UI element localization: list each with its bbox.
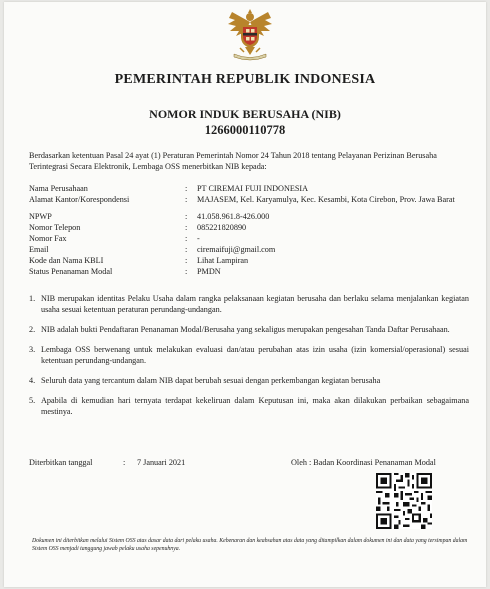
garuda-emblem-icon [226, 8, 274, 62]
list-item [29, 324, 469, 335]
field-investment-status [29, 266, 469, 277]
government-title: PEMERINTAH REPUBLIK INDONESIA [114, 72, 376, 87]
field-colon: : [185, 195, 188, 204]
field-colon: : [185, 267, 188, 276]
qr-code-icon [376, 473, 432, 529]
company-fields [29, 183, 469, 277]
intro-paragraph: Berdasarkan ketentuan Pasal 24 ayat (1) Peraturan Pemerintah Nomor 24 Tahun 2018 tentang Pelayanan Perizinan Berusaha Terintegrasi Secara Elektronik, Lembaga OSS menerbitkan NIB kepada: [29, 151, 437, 171]
field-label: Alamat Kantor/Korespondensi [29, 195, 130, 204]
note-text: Lembaga OSS berwenang untuk melakukan evaluasi dan/atau perubahan atas izin usaha (izin komersial/operasional) sesuai ketentuan perundang-undangan. [41, 345, 469, 365]
field-value: PMDN [197, 267, 221, 276]
field-label: Email [29, 245, 49, 254]
field-label: Nama Perusahaan [29, 184, 88, 193]
note-number: 5. [29, 396, 36, 405]
field-colon: : [185, 184, 188, 193]
field-value: PT CIREMAI FUJI INDONESIA [197, 184, 309, 193]
field-colon: : [185, 245, 188, 254]
field-colon: : [185, 223, 188, 232]
footer-disclaimer: Dokumen ini diterbitkan melalui Sistem OSS atas dasar data dari pelaku usaha. Kebenaran dan keabsahan atas data yang ditampilkan dalam dokumen ini dan data yang tersimpan dalam Sistem OSS menjadi tanggung jawab pelaku usaha sepenuhnya. [32, 538, 468, 552]
note-text: Seluruh data yang tercantum dalam NIB dapat berubah sesuai dengan perkembangan kegiatan berusaha [41, 376, 381, 385]
issued-date-row [29, 458, 185, 467]
field-value: ciremaifuji@gmail.com [197, 245, 276, 254]
notes-list [29, 293, 469, 426]
issuer-label: Oleh : Badan Koordinasi Penanaman Modal [291, 458, 436, 467]
field-fax [29, 233, 469, 244]
issued-colon: : [123, 458, 126, 467]
field-value: MAJASEM, Kel. Karyamulya, Kec. Kesambi, Kota Cirebon, Prov. Jawa Barat [197, 195, 455, 204]
field-value: - [197, 234, 200, 243]
note-number: 1. [29, 294, 36, 303]
field-phone [29, 222, 469, 233]
field-colon: : [185, 234, 188, 243]
list-item [29, 375, 469, 386]
field-company-name [29, 183, 469, 194]
field-email [29, 244, 469, 255]
list-item [29, 344, 469, 366]
field-label: NPWP [29, 212, 52, 221]
field-kbli [29, 255, 469, 266]
field-label: Nomor Fax [29, 234, 67, 243]
field-colon: : [185, 256, 188, 265]
document-title: NOMOR INDUK BERUSAHA (NIB) [149, 107, 341, 121]
document-page [4, 2, 486, 587]
field-npwp [29, 211, 469, 222]
field-label: Status Penanaman Modal [29, 267, 113, 276]
issued-label: Diterbitkan tanggal [29, 458, 93, 467]
note-number: 4. [29, 376, 36, 385]
note-number: 3. [29, 345, 36, 354]
note-text: NIB merupakan identitas Pelaku Usaha dalam rangka pelaksanaan kegiatan berusaha dan berlaku selama menjalankan kegiatan usaha sesuai ketentuan peraturan perundang-undangan. [41, 294, 469, 314]
list-item [29, 395, 469, 417]
list-item [29, 293, 469, 315]
field-value: 41.058.961.8-426.000 [197, 212, 270, 221]
issued-date: 7 Januari 2021 [137, 458, 186, 467]
field-value: Lihat Lampiran [197, 256, 249, 265]
field-office-address [29, 194, 469, 205]
note-number: 2. [29, 325, 36, 334]
note-text: NIB adalah bukti Pendaftaran Penanaman Modal/Berusaha yang sekaligus merupakan pengesahan Tanda Daftar Perusahaan. [41, 325, 450, 334]
nib-number: 1266000110778 [204, 123, 286, 137]
field-colon: : [185, 212, 188, 221]
note-text: Apabila di kemudian hari ternyata terdapat kekeliruan dalam Keputusan ini, maka akan dilakukan perbaikan sebagaimana mestinya. [41, 396, 469, 416]
field-value: 085221820890 [197, 223, 247, 232]
field-label: Nomor Telepon [29, 223, 81, 232]
field-label: Kode dan Nama KBLI [29, 256, 104, 265]
